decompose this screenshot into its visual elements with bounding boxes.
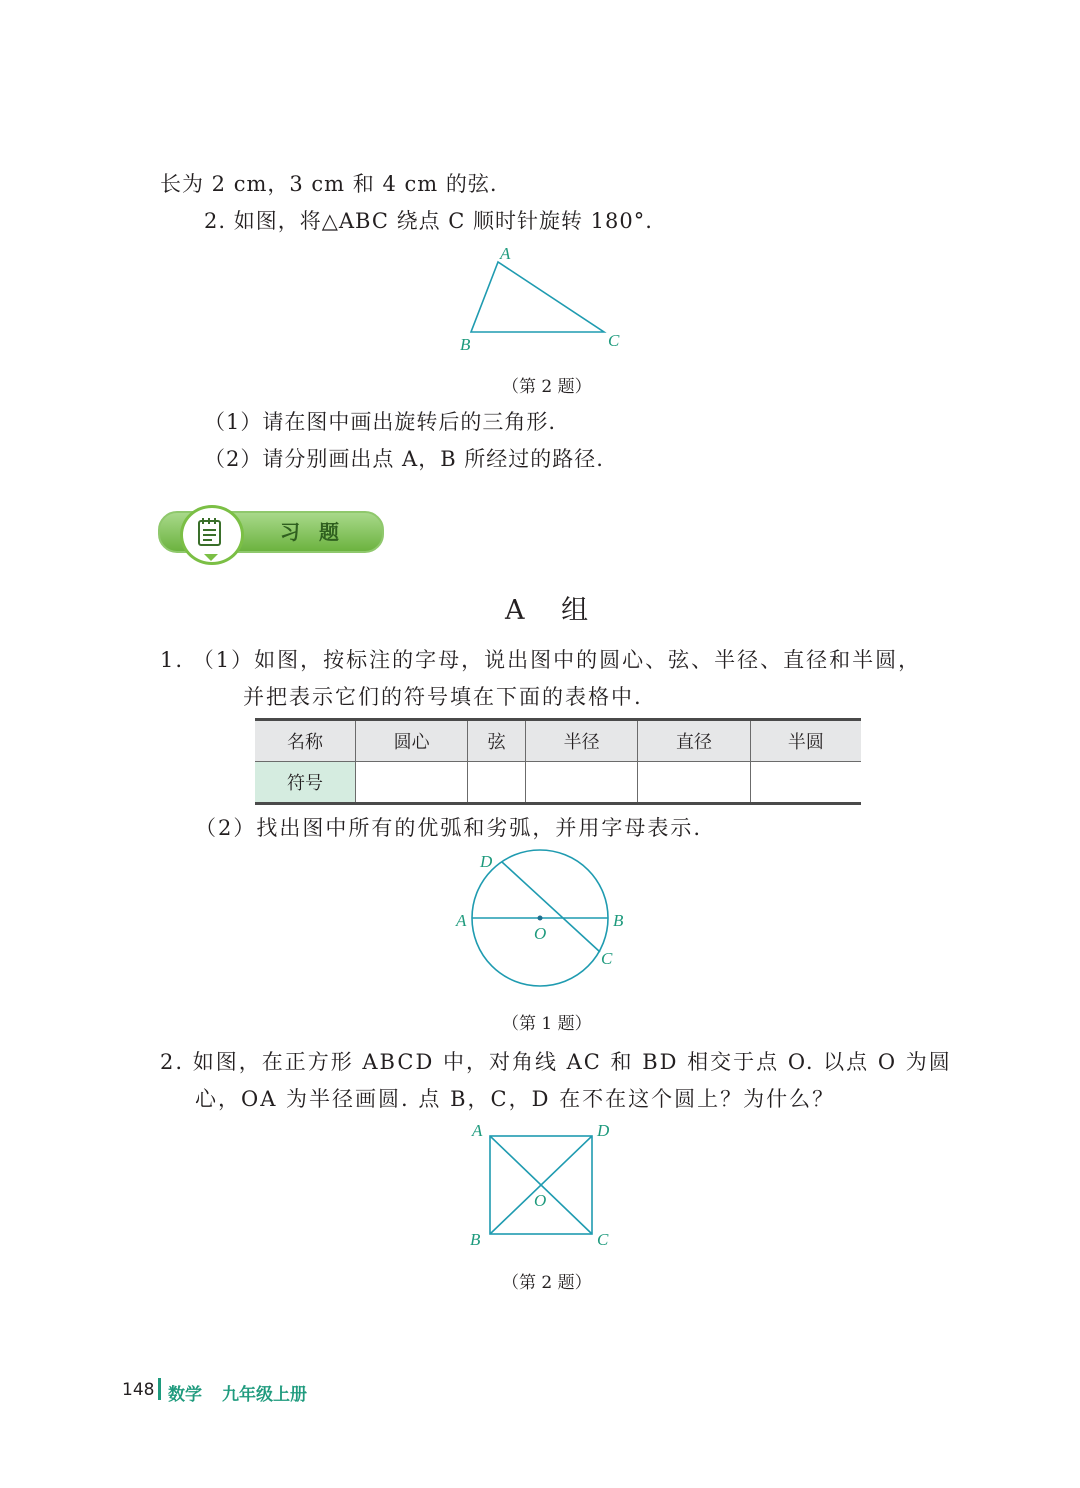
table-header-cell: 圆心 xyxy=(356,720,468,762)
problem-2-text: 2. 如图，将△ABC 绕点 C 顺时针旋转 180°. xyxy=(204,209,653,233)
table-header-row xyxy=(255,720,861,762)
label-D: D xyxy=(480,852,493,871)
exercise-1-line1: 1. （1）如图，按标注的字母，说出图中的圆心、弦、半径、直径和半圆， xyxy=(160,648,922,672)
table-cell xyxy=(526,762,638,804)
page-number: 148 xyxy=(122,1380,155,1400)
table-cell xyxy=(750,762,861,804)
label-C: C xyxy=(601,949,613,968)
table-header-cell: 半圆 xyxy=(750,720,861,762)
symbol-table xyxy=(255,718,861,805)
label-B: B xyxy=(470,1230,481,1249)
table-header-cell: 直径 xyxy=(638,720,750,762)
table-row-label: 符号 xyxy=(255,762,356,804)
label-A: A xyxy=(472,1121,483,1140)
exercise-1-line2: 并把表示它们的符号填在下面的表格中. xyxy=(243,685,643,709)
figure-caption: （第 1 题） xyxy=(502,1014,592,1034)
label-D: D xyxy=(597,1121,610,1140)
triangle-abc xyxy=(471,262,604,332)
label-A: A xyxy=(456,911,467,930)
figure-caption: （第 2 题） xyxy=(502,1273,592,1293)
label-C: C xyxy=(597,1230,609,1249)
exercise-banner xyxy=(158,505,383,567)
subquestion-1: （1）请在图中画出旋转后的三角形. xyxy=(204,410,557,434)
table-row xyxy=(255,762,861,804)
square-figure xyxy=(460,1118,630,1253)
table-header-cell: 半径 xyxy=(526,720,638,762)
chord-dc xyxy=(502,862,600,952)
text-line-chords: 长为 2 cm，3 cm 和 4 cm 的弦. xyxy=(160,172,498,196)
exercise-2-line1: 2. 如图，在正方形 ABCD 中，对角线 AC 和 BD 相交于点 O. 以点 O 为圆 xyxy=(160,1050,952,1074)
exercise-2-line2: 心，OA 为半径画圆. 点 B，C，D 在不在这个圆上？为什么？ xyxy=(195,1087,836,1111)
section-heading: A 组 xyxy=(505,595,603,626)
subquestion-2: （2）请分别画出点 A，B 所经过的路径. xyxy=(204,447,604,471)
footer-divider xyxy=(158,1378,161,1400)
label-C: C xyxy=(608,331,620,350)
center-point xyxy=(538,916,543,921)
label-A: A xyxy=(500,244,511,263)
footer-grade: 九年级上册 xyxy=(222,1385,307,1405)
chevron-down-icon xyxy=(204,554,218,561)
table-cell xyxy=(356,762,468,804)
circle-figure xyxy=(440,840,640,1000)
label-O: O xyxy=(534,1191,547,1210)
label-O: O xyxy=(534,924,547,943)
label-B: B xyxy=(613,911,624,930)
table-header-cell: 弦 xyxy=(468,720,526,762)
table-cell xyxy=(468,762,526,804)
footer-subject: 数学 xyxy=(168,1385,202,1405)
triangle-abc-figure xyxy=(440,240,640,360)
figure-caption: （第 2 题） xyxy=(502,377,592,397)
table-cell xyxy=(638,762,750,804)
label-B: B xyxy=(460,335,471,354)
notebook-icon xyxy=(196,517,224,547)
exercise-1-part2: （2）找出图中所有的优弧和劣弧，并用字母表示. xyxy=(195,816,703,840)
table-header-cell: 名称 xyxy=(255,720,356,762)
banner-label: 习 题 xyxy=(280,520,345,544)
